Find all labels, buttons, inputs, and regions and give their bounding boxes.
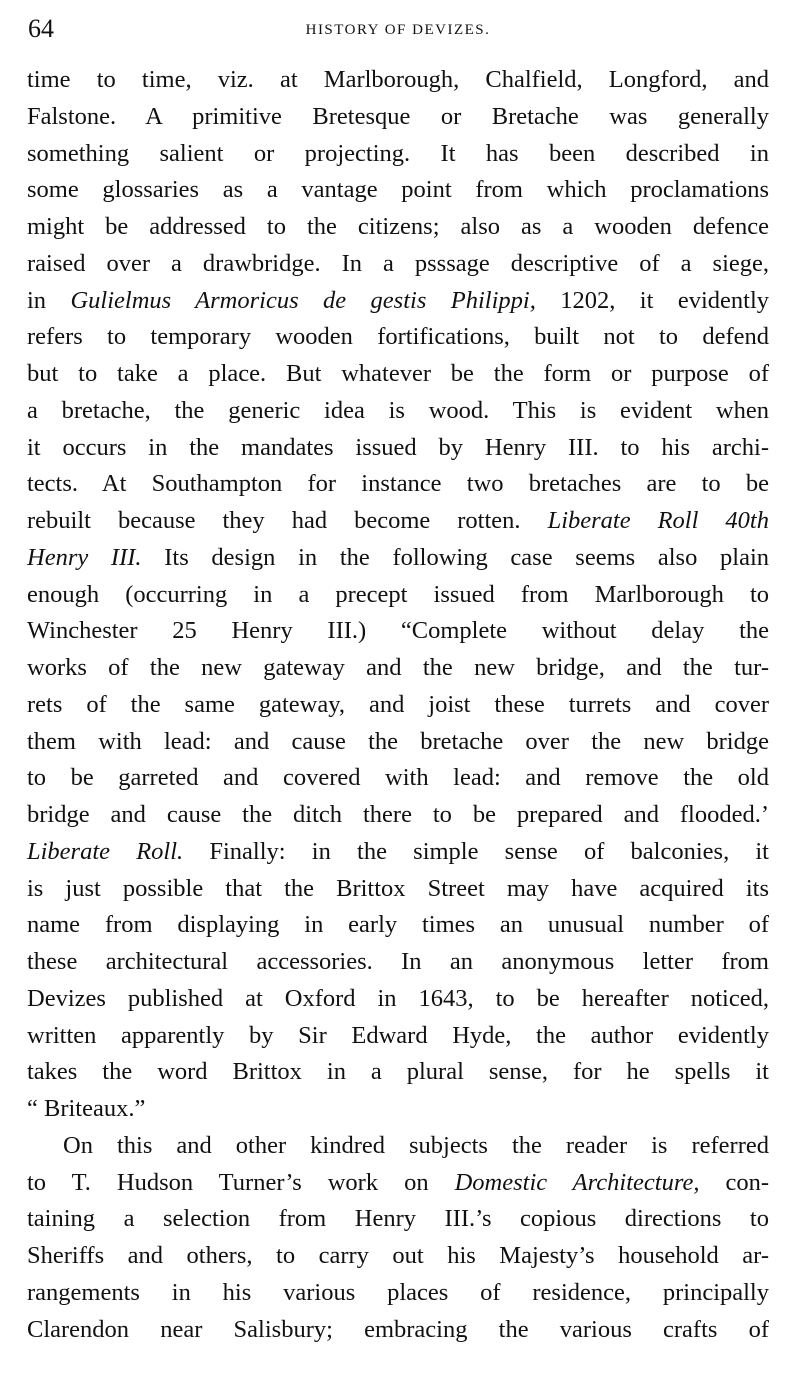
text-line	[27, 540, 769, 577]
page-number: 64	[28, 14, 54, 43]
text-line	[27, 613, 769, 650]
text-segment: Winchester 25 Henry III.) “Complete without delay the	[27, 617, 769, 645]
text-segment: con-	[699, 1168, 769, 1196]
text-segment: to T. Hudson Turner’s work on	[27, 1168, 455, 1196]
text-segment: Sheriffs and others, to carry out his Majesty’s household ar-	[27, 1242, 769, 1269]
text-line	[27, 62, 769, 99]
text-line	[27, 760, 769, 797]
italic-text: Gulielmus Armoricus de gestis Philippi,	[70, 286, 536, 314]
text-segment: Devizes published at Oxford in 1643, to be hereafter noticed,	[27, 984, 769, 1012]
text-segment: tects. At Southampton for instance two bretaches are to be	[27, 470, 769, 498]
text-line	[27, 1128, 769, 1165]
text-segment: Falstone. A primitive Bretesque or Bretache was generally	[27, 102, 769, 130]
italic-text: Liberate Roll.	[27, 837, 184, 865]
text-line	[27, 319, 769, 356]
text-segment: to be garreted and covered with lead: and remove the old	[27, 764, 769, 792]
text-segment: 1202, it evidently	[535, 286, 770, 314]
text-segment: it occurs in the mandates issued by Henry III. to his archi-	[27, 433, 769, 461]
text-line	[27, 1018, 769, 1055]
text-segment: some glossaries as a vantage point from which proclamations	[27, 176, 769, 204]
text-segment: works of the new gateway and the new bridge, and the tur-	[27, 654, 769, 681]
text-segment: taining a selection from Henry III.’s copious directions to	[27, 1205, 769, 1233]
text-segment: “ Briteaux.”	[27, 1095, 146, 1122]
text-segment: refers to temporary wooden fortifications, built not to defend	[27, 323, 769, 351]
text-line	[27, 797, 769, 834]
text-segment: rets of the same gateway, and joist these turrets and cover	[27, 690, 769, 718]
text-line	[27, 577, 769, 614]
text-line	[27, 209, 769, 246]
text-segment: might be addressed to the citizens; also as a wooden defence	[27, 213, 769, 240]
text-line	[27, 1091, 769, 1128]
text-line	[27, 503, 769, 540]
text-segment: written apparently by Sir Edward Hyde, the author evidently	[27, 1021, 769, 1049]
text-line	[27, 136, 769, 173]
text-segment: them with lead: and cause the bretache over the new bridge	[27, 727, 769, 755]
text-line	[27, 1238, 769, 1275]
text-segment: bridge and cause the ditch there to be prepared and flooded.’	[27, 801, 769, 828]
text-segment: On this and other kindred subjects the reader is referred	[63, 1131, 769, 1159]
text-segment: Its design in the following case seems also plain	[141, 543, 770, 571]
text-line	[27, 1201, 769, 1238]
text-segment: raised over a drawbridge. In a psssage descriptive of a siege,	[27, 249, 769, 277]
text-segment: enough (occurring in a precept issued from Marlborough to	[27, 580, 769, 608]
running-title: HISTORY OF DEVIZES.	[305, 22, 491, 38]
italic-text: Domestic Architecture,	[454, 1168, 700, 1196]
italic-text: Liberate Roll 40th	[547, 507, 769, 534]
text-line	[27, 944, 769, 981]
text-line	[27, 1054, 769, 1091]
text-segment: Clarendon near Salisbury; embracing the various crafts of	[27, 1315, 769, 1343]
text-line	[27, 1312, 769, 1349]
italic-text: Henry III.	[27, 543, 142, 571]
text-segment: a bretache, the generic idea is wood. This is evident when	[27, 396, 769, 424]
text-segment: something salient or projecting. It has been described in	[27, 139, 769, 167]
text-line	[27, 871, 769, 908]
text-line	[27, 430, 769, 467]
body-text	[27, 62, 769, 1348]
text-segment: in	[27, 286, 71, 314]
text-line	[27, 283, 769, 320]
text-line	[27, 834, 769, 871]
page-header	[28, 14, 768, 48]
text-line	[27, 172, 769, 209]
text-segment: time to time, viz. at Marlborough, Chalfield, Longford, and	[27, 66, 769, 93]
text-line	[27, 356, 769, 393]
text-segment: Finally: in the simple sense of balconies, it	[183, 837, 769, 865]
text-line	[27, 1275, 769, 1312]
text-line	[27, 724, 769, 761]
text-line	[27, 393, 769, 430]
text-segment: takes the word Brittox in a plural sense, for he spells it	[27, 1058, 769, 1086]
text-segment: rebuilt because they had become rotten.	[27, 507, 548, 534]
text-segment: but to take a place. But whatever be the form or purpose of	[27, 360, 769, 387]
text-line	[27, 981, 769, 1018]
text-line	[27, 650, 769, 687]
text-segment: is just possible that the Brittox Street may have acquired its	[27, 874, 769, 902]
text-line	[27, 466, 769, 503]
text-line	[27, 1165, 769, 1202]
text-segment: these architectural accessories. In an anonymous letter from	[27, 948, 769, 975]
text-line	[27, 246, 769, 283]
text-line	[27, 907, 769, 944]
text-line	[27, 99, 769, 136]
text-line	[27, 687, 769, 724]
text-segment: name from displaying in early times an unusual number of	[27, 911, 769, 939]
text-segment: rangements in his various places of residence, principally	[27, 1278, 769, 1306]
